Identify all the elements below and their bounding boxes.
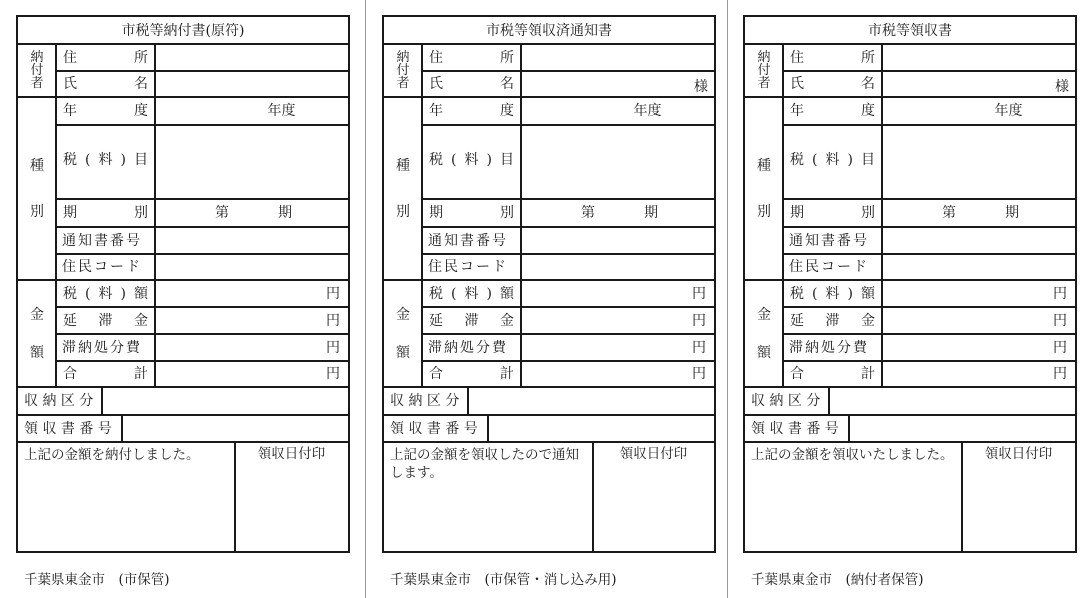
tax-form-2 <box>382 15 716 588</box>
receipt-number-label: 領 収 書 番 号 <box>751 420 839 437</box>
form-grid <box>743 15 1077 553</box>
label-char: 延 <box>790 312 804 329</box>
tax-form-1 <box>16 15 350 588</box>
label-char: 合 <box>429 366 443 382</box>
label-char: 度 <box>861 103 875 119</box>
confirmation-message: 上記の金額を納付しました。 <box>24 447 200 463</box>
label-char: ) <box>120 152 126 168</box>
label-char: 年 <box>790 103 804 119</box>
form-title: 市税等納付書(原符) <box>121 22 245 39</box>
form-divider <box>727 0 728 598</box>
late-fee-yen: 円 <box>326 312 340 329</box>
form-title: 市税等領収書 <box>868 22 952 39</box>
total-yen: 円 <box>1053 366 1067 382</box>
notice-number-value <box>882 227 1075 254</box>
honorific-sama <box>155 71 348 97</box>
label-char: 計 <box>134 366 148 382</box>
address-label <box>56 44 155 71</box>
label-char: 別 <box>396 203 410 220</box>
label-char: 滞 <box>464 312 479 329</box>
honorific-sama: 様 <box>694 79 708 95</box>
type-label <box>384 97 422 280</box>
label-char: 種 <box>396 157 410 174</box>
label-char: 金 <box>861 312 875 329</box>
label-char: 税 <box>790 285 804 302</box>
payer-label <box>18 44 56 97</box>
payment-category-value <box>829 387 1075 415</box>
late-fee-label <box>422 307 521 334</box>
tax-item-value <box>882 125 1075 199</box>
resident-code-value <box>155 254 348 280</box>
label-char: 納 <box>757 50 771 65</box>
label-char: 計 <box>861 366 875 382</box>
year-label <box>422 97 521 125</box>
label-char: 期 <box>790 205 804 221</box>
label-char: 期 <box>63 205 77 221</box>
tax-amount-yen: 円 <box>1053 285 1067 302</box>
label-char: 別 <box>500 205 514 221</box>
label-char: 税 <box>63 285 77 302</box>
label-char: 氏 <box>63 76 77 92</box>
label-char: 合 <box>63 366 77 382</box>
disposition-fee-yen: 円 <box>326 339 340 356</box>
label-char: 目 <box>861 152 875 168</box>
receipt-number-value <box>849 415 1075 442</box>
label-char: ) <box>847 285 853 302</box>
label-char: ) <box>847 152 853 168</box>
tax-amount-yen: 円 <box>692 285 706 302</box>
amount-label <box>18 280 56 387</box>
label-char: 納 <box>396 50 410 65</box>
payment-category-label: 収 納 区 分 <box>390 393 460 409</box>
label-char: 付 <box>396 63 410 78</box>
label-char: ( <box>812 285 818 302</box>
label-char: ( <box>85 152 91 168</box>
honorific-sama: 様 <box>1055 79 1069 95</box>
label-char: 第 <box>581 205 595 221</box>
label-char: 所 <box>500 49 514 66</box>
label-char: 期 <box>644 205 658 221</box>
form-title: 市税等領収済通知書 <box>486 22 612 39</box>
label-char: 料 <box>98 152 113 168</box>
label-char: ) <box>486 152 492 168</box>
receipt-number-label: 領 収 書 番 号 <box>24 420 112 437</box>
tax-amount-yen: 円 <box>326 285 340 302</box>
confirmation-message: 上記の金額を領収いたしました。 <box>751 447 954 463</box>
resident-code-label: 住民コード <box>62 259 142 275</box>
label-char: 目 <box>134 152 148 168</box>
label-char: 種 <box>30 157 44 174</box>
receipt-date-stamp-label: 領収日付印 <box>257 446 326 462</box>
period-label <box>422 199 521 227</box>
label-char: 期 <box>278 205 292 221</box>
resident-code-value <box>521 254 714 280</box>
period-value <box>521 199 714 227</box>
label-char: 合 <box>790 366 804 382</box>
label-char: 住 <box>429 49 443 66</box>
year-label <box>783 97 882 125</box>
amount-label <box>384 280 422 387</box>
year-value: 年度 <box>267 103 296 119</box>
payer-label <box>384 44 422 97</box>
label-char: 年 <box>63 103 77 119</box>
name-label <box>422 71 521 97</box>
label-char: 別 <box>757 203 771 220</box>
type-label <box>745 97 783 280</box>
label-char: 者 <box>30 76 44 91</box>
label-char: ( <box>451 152 457 168</box>
form-divider <box>365 0 366 598</box>
disposition-fee-label: 滞納処分費 <box>62 339 142 356</box>
resident-code-label: 住民コード <box>789 259 869 275</box>
label-char: 住 <box>63 49 77 66</box>
label-char: 期 <box>1005 205 1019 221</box>
tax-item-label <box>422 125 521 199</box>
label-char: 計 <box>500 366 514 382</box>
notice-number-value <box>155 227 348 254</box>
label-char: 氏 <box>429 76 443 92</box>
address-value <box>521 44 714 71</box>
label-char: 滞 <box>98 312 113 329</box>
label-char: ) <box>120 285 126 302</box>
form-grid <box>16 15 350 553</box>
label-char: 料 <box>464 285 479 302</box>
address-value <box>155 44 348 71</box>
label-char: 目 <box>500 152 514 168</box>
label-char: 年 <box>429 103 443 119</box>
disposition-fee-label: 滞納処分費 <box>789 339 869 356</box>
label-char: 第 <box>942 205 956 221</box>
total-yen: 円 <box>326 366 340 382</box>
label-char: 者 <box>396 76 410 91</box>
late-fee-label <box>783 307 882 334</box>
period-label <box>56 199 155 227</box>
label-char: 金 <box>396 306 410 323</box>
label-char: 金 <box>757 306 771 323</box>
resident-code-value <box>882 254 1075 280</box>
label-char: 別 <box>134 205 148 221</box>
disposition-fee-yen: 円 <box>1053 339 1067 356</box>
label-char: 税 <box>429 285 443 302</box>
notice-number-label: 通知書番号 <box>62 232 142 249</box>
label-char: ( <box>85 285 91 302</box>
label-char: 度 <box>500 103 514 119</box>
label-char: 付 <box>30 63 44 78</box>
resident-code-label: 住民コード <box>428 259 508 275</box>
form-grid <box>382 15 716 553</box>
label-char: 滞 <box>825 312 840 329</box>
receipt-date-stamp-label: 領収日付印 <box>984 446 1053 462</box>
issuer-footer: 千葉県東金市 (納付者保管) <box>751 572 924 588</box>
name-label <box>783 71 882 97</box>
receipt-number-value <box>122 415 348 442</box>
label-char: 税 <box>790 152 804 168</box>
notice-number-value <box>521 227 714 254</box>
label-char: 料 <box>825 285 840 302</box>
label-char: 金 <box>134 312 148 329</box>
issuer-footer: 千葉県東金市 (市保管) <box>24 572 170 588</box>
disposition-fee-yen: 円 <box>692 339 706 356</box>
label-char: 額 <box>757 344 771 361</box>
notice-number-label: 通知書番号 <box>789 232 869 249</box>
label-char: 料 <box>98 285 113 302</box>
receipt-date-stamp-label: 領収日付印 <box>619 446 688 462</box>
total-label <box>783 361 882 387</box>
label-char: 額 <box>861 285 875 302</box>
label-char: 金 <box>500 312 514 329</box>
year-value: 年度 <box>994 103 1023 119</box>
disposition-fee-label: 滞納処分費 <box>428 339 508 356</box>
receipt-number-label: 領 収 書 番 号 <box>390 420 478 437</box>
period-value <box>882 199 1075 227</box>
confirmation-message: 上記の金額を領収したので通知します。 <box>390 447 579 481</box>
amount-label <box>745 280 783 387</box>
label-char: 税 <box>63 152 77 168</box>
tax-amount-label <box>783 280 882 307</box>
period-label <box>783 199 882 227</box>
label-char: 所 <box>134 49 148 66</box>
year-value: 年度 <box>633 103 662 119</box>
tax-amount-label <box>422 280 521 307</box>
label-char: 額 <box>134 285 148 302</box>
payer-label <box>745 44 783 97</box>
label-char: 住 <box>790 49 804 66</box>
label-char: 額 <box>500 285 514 302</box>
late-fee-yen: 円 <box>1053 312 1067 329</box>
label-char: 料 <box>825 152 840 168</box>
label-char: 氏 <box>790 76 804 92</box>
label-char: 金 <box>30 306 44 323</box>
label-char: 別 <box>30 203 44 220</box>
type-label <box>18 97 56 280</box>
label-char: 額 <box>396 344 410 361</box>
tax-item-value <box>155 125 348 199</box>
label-char: 所 <box>861 49 875 66</box>
tax-form-3 <box>743 15 1077 588</box>
address-label <box>783 44 882 71</box>
label-char: 延 <box>63 312 77 329</box>
label-char: 別 <box>861 205 875 221</box>
label-char: 種 <box>757 157 771 174</box>
issuer-footer: 千葉県東金市 (市保管・消し込み用) <box>390 572 617 588</box>
tax-item-label <box>56 125 155 199</box>
notice-number-label: 通知書番号 <box>428 232 508 249</box>
receipt-number-value <box>488 415 714 442</box>
payment-category-label: 収 納 区 分 <box>24 393 94 409</box>
name-label <box>56 71 155 97</box>
address-label <box>422 44 521 71</box>
label-char: ( <box>812 152 818 168</box>
payment-category-value <box>102 387 348 415</box>
label-char: 名 <box>134 76 148 92</box>
late-fee-yen: 円 <box>692 312 706 329</box>
year-label <box>56 97 155 125</box>
address-value <box>882 44 1075 71</box>
payment-category-label: 収 納 区 分 <box>751 393 821 409</box>
label-char: 延 <box>429 312 443 329</box>
label-char: ) <box>486 285 492 302</box>
payment-category-value <box>468 387 714 415</box>
label-char: 額 <box>30 344 44 361</box>
tax-item-label <box>783 125 882 199</box>
period-value <box>155 199 348 227</box>
label-char: 税 <box>429 152 443 168</box>
label-char: 名 <box>861 76 875 92</box>
label-char: ( <box>451 285 457 302</box>
label-char: 者 <box>757 76 771 91</box>
label-char: 名 <box>500 76 514 92</box>
total-yen: 円 <box>692 366 706 382</box>
tax-item-value <box>521 125 714 199</box>
label-char: 料 <box>464 152 479 168</box>
late-fee-label <box>56 307 155 334</box>
label-char: 度 <box>134 103 148 119</box>
tax-amount-label <box>56 280 155 307</box>
label-char: 納 <box>30 50 44 65</box>
label-char: 第 <box>215 205 229 221</box>
total-label <box>56 361 155 387</box>
label-char: 期 <box>429 205 443 221</box>
total-label <box>422 361 521 387</box>
label-char: 付 <box>757 63 771 78</box>
